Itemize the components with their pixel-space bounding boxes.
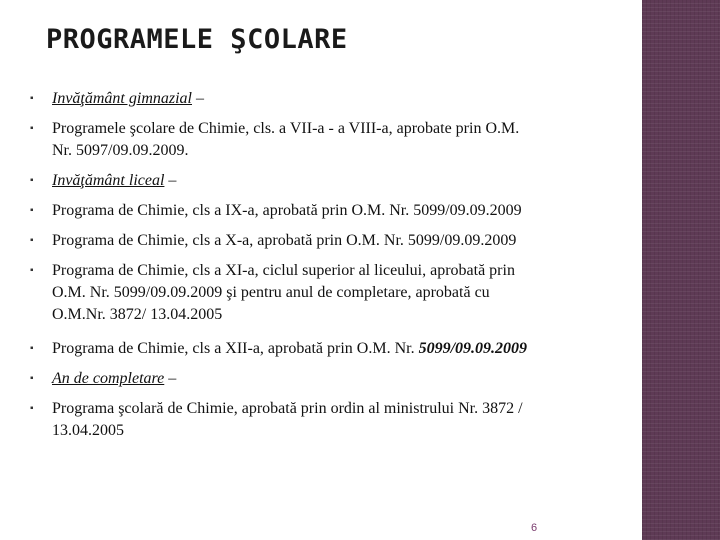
bullet-icon: ▪ (30, 373, 34, 384)
bullet-icon: ▪ (30, 265, 34, 276)
bullet-icon: ▪ (30, 343, 34, 354)
emphasized-order-number: 5099/09.09.2009 (418, 340, 528, 357)
bullet-icon: ▪ (30, 403, 34, 414)
list-item-liceal-heading (30, 170, 655, 192)
list-item-program-xii (30, 338, 655, 360)
list-item-gimnazial-heading (30, 88, 655, 110)
list-item-program-ix (30, 200, 655, 222)
section-heading: Invăţământ liceal (52, 172, 165, 189)
list-item-completare-heading (30, 368, 655, 390)
item-text-line: Programa şcolară de Chimie, aprobată prin ordin al ministrului Nr. 3872 / (52, 400, 523, 417)
list-item-program-xi (30, 260, 655, 326)
bullet-icon: ▪ (30, 205, 34, 216)
list-item-program-completare (30, 398, 655, 442)
bullet-icon: ▪ (30, 235, 34, 246)
item-text-line: O.M.Nr. 3872/ 13.04.2005 (52, 306, 223, 323)
item-text-line: Programele şcolare de Chimie, cls. a VII-a - a VIII-a, aprobate prin O.M. (52, 120, 520, 137)
item-text-line: Programa de Chimie, cls a X-a, aprobată prin O.M. Nr. 5099/09.09.2009 (52, 232, 517, 249)
bullet-icon: ▪ (30, 93, 34, 104)
bullet-icon: ▪ (30, 123, 34, 134)
item-text-line: Programa de Chimie, cls a XI-a, ciclul superior al liceului, aprobată prin (52, 262, 515, 279)
item-text-line: Nr. 5097/09.09.2009. (52, 142, 189, 159)
heading-dash: – (164, 370, 177, 387)
item-text-line: Programa de Chimie, cls a IX-a, aprobată prin O.M. Nr. 5099/09.09.2009 (52, 202, 522, 219)
content-list (30, 88, 655, 442)
item-text-line: 13.04.2005 (52, 422, 124, 439)
section-heading: An de completare (52, 370, 165, 387)
slide-title: PROGRAMELE ŞCOLARE (46, 24, 348, 55)
heading-dash: – (164, 172, 177, 189)
section-heading: Invăţământ gimnazial (52, 90, 192, 107)
item-text-line: O.M. Nr. 5099/09.09.2009 şi pentru anul de completare, aprobată cu (52, 284, 490, 301)
page-number: 6 (531, 522, 538, 534)
item-text-line: Programa de Chimie, cls a XII-a, aprobată prin O.M. Nr. (52, 340, 419, 357)
list-item-program-x (30, 230, 655, 252)
bullet-icon: ▪ (30, 175, 34, 186)
heading-dash: – (192, 90, 204, 107)
list-item-gimnazial-programs (30, 118, 655, 162)
